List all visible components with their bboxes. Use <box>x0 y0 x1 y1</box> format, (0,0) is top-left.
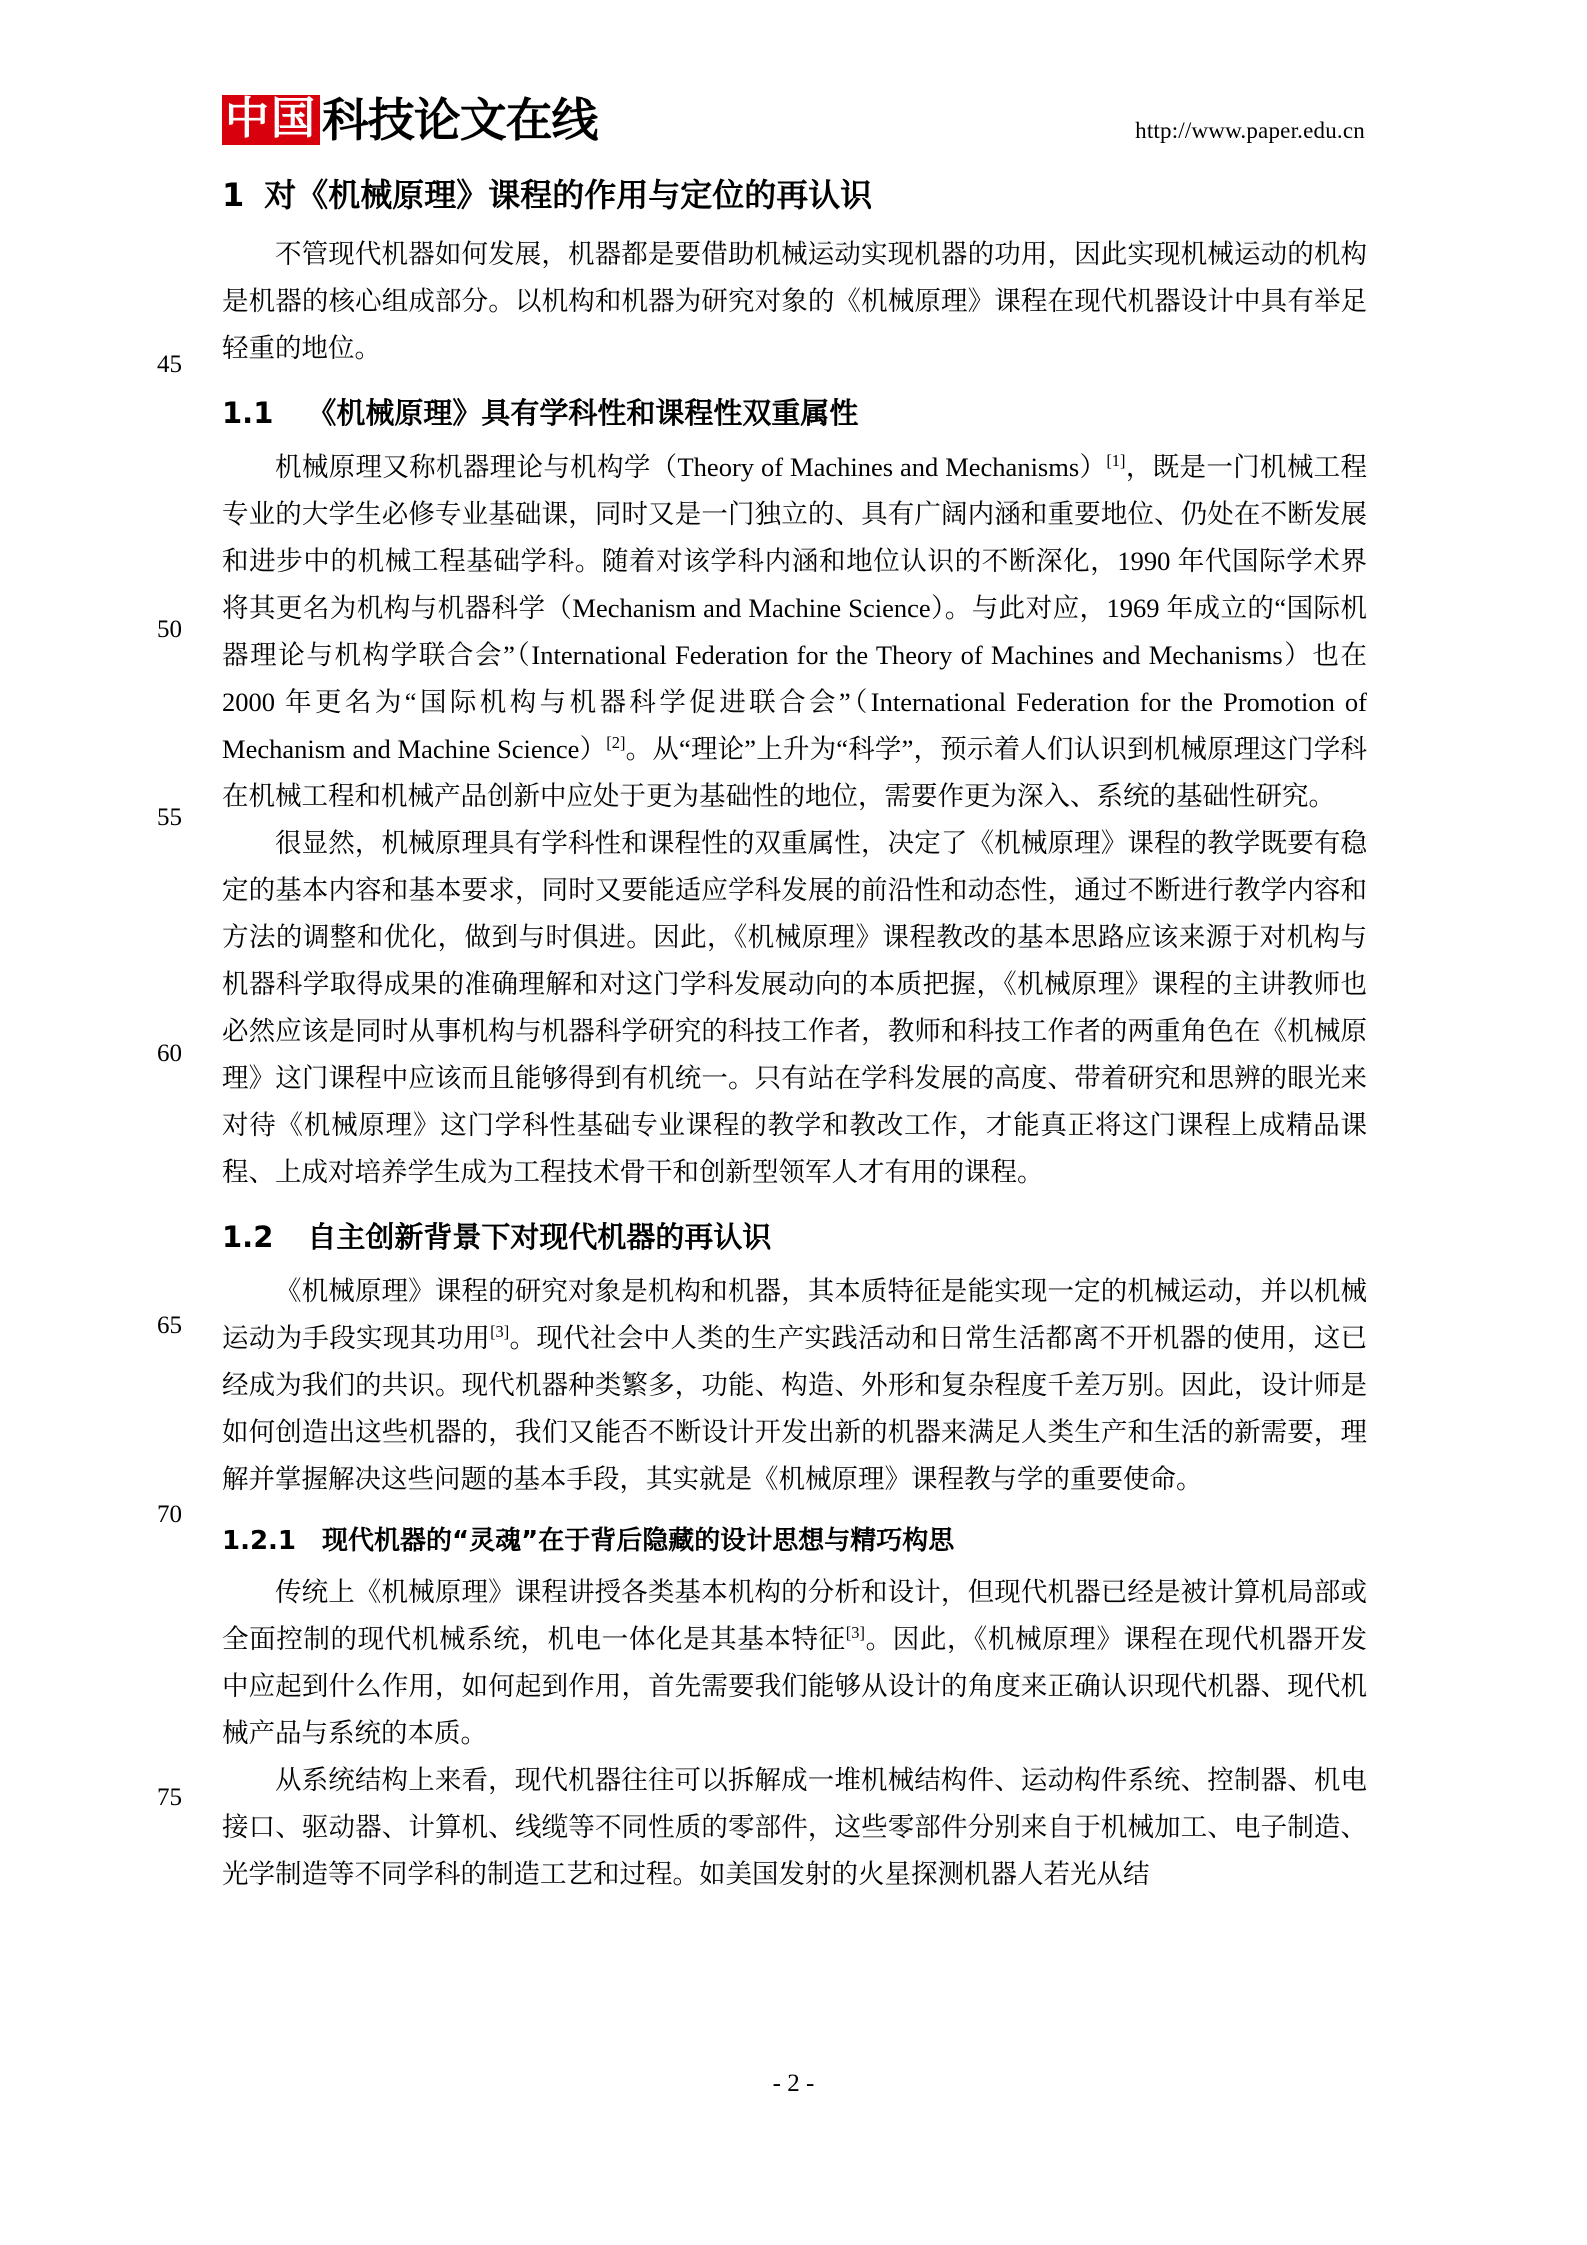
citation-ref-3b[interactable]: [3] <box>845 1623 865 1643</box>
heading-1-1-number: 1.1 <box>222 396 274 430</box>
site-logo <box>222 93 598 147</box>
paragraph-s12-p1 <box>222 1268 1367 1503</box>
line-number: 60 <box>157 1040 182 1067</box>
heading-1-2-1-title: 现代机器的“灵魂”在于背后隐藏的设计思想与精巧构思 <box>322 1526 955 1556</box>
heading-section-1 <box>222 175 1367 215</box>
line-number: 50 <box>157 616 182 643</box>
heading-1-2-1-number: 1.2.1 <box>222 1526 297 1556</box>
line-number: 70 <box>157 1501 182 1528</box>
logo-text-black: 科技论文在线 <box>322 93 598 147</box>
line-number: 65 <box>157 1312 182 1339</box>
document-body <box>222 175 1367 1898</box>
citation-ref-3[interactable]: [3] <box>490 1322 510 1342</box>
paragraph-s11-p2: 很显然，机械原理具有学科性和课程性的双重属性，决定了《机械原理》课程的教学既要有稳定的基本内容和基本要求，同时又要能适应学科发展的前沿性和动态性，通过不断进行教学内容和方法的调整和优化，做到与时俱进。因此，《机械原理》课程教改的基本思路应该来源于对机构与机器科学取得成果的准确理解和对这门学科发展动向的本质把握，《机械原理》课程的主讲教师也必然应该是同时从事机构与机器科学研究的科技工作者，教师和科技工作者的两重角色在《机械原理》这门课程中应该而且能够得到有机统一。只有站在学科发展的高度、带着研究和思辨的眼光来对待《机械原理》这门学科性基础专业课程的教学和教改工作，才能真正将这门课程上成精品课程、上成对培养学生成为工程技术骨干和创新型领军人才有用的课程。 <box>222 828 1367 1187</box>
citation-ref-2[interactable]: [2] <box>606 733 626 753</box>
heading-1-1-title: 《机械原理》具有学科性和课程性双重属性 <box>307 396 859 430</box>
heading-section-1-1 <box>222 394 1367 432</box>
heading-section-1-2-1 <box>222 1523 1367 1559</box>
paragraph-s11-p1-b: ，既是一门机械工程专业的大学生必修专业基础课，同时又是一门独立的、具有广阔内涵和重要地位、仍处在不断发展和进步中的机械工程基础学科。随着对该学科内涵和地位认识的不断深化，1990 年代国际学术界将其更名为机构与机器科学（Mechanism and Machine Science）。与此对应，1969 年成立的“国际机器理论与机构学联合会”（International Federation for the Theory of Machines and Mechanisms）也在 2000 年更名为“国际机构与机器科学促进联合会”（International Federation for the Promotion of Mechanism and Machine Science） <box>222 452 1367 764</box>
line-number: 55 <box>157 804 182 831</box>
paragraph-s1-p1: 不管现代机器如何发展，机器都是要借助机械运动实现机器的功用，因此实现机械运动的机构是机器的核心组成部分。以机构和机器为研究对象的《机械原理》课程在现代机器设计中具有举足轻重的地位。 <box>222 239 1367 363</box>
heading-1-number: 1 <box>222 176 245 214</box>
page-number: - 2 - <box>772 2070 815 2097</box>
line-number-gutter <box>0 0 222 2245</box>
paragraph-s121-p1 <box>222 1569 1367 1757</box>
paragraph-s121-p1-a: 传统上《机械原理》课程讲授各类基本机构的分析和设计，但现代机器已经是被计算机局部或全面控制的现代机械系统，机电一体化是其基本特征 <box>222 1577 1367 1654</box>
paragraph-s121-p2: 从系统结构上来看，现代机器往往可以拆解成一堆机械结构件、运动构件系统、控制器、机电接口、驱动器、计算机、线缆等不同性质的零部件，这些零部件分别来自于机械加工、电子制造、光学制造等不同学科的制造工艺和过程。如美国发射的火星探测机器人若光从结 <box>222 1765 1367 1889</box>
line-number: 75 <box>157 1784 182 1811</box>
logo-text-red: 中国 <box>222 95 320 145</box>
citation-ref-1[interactable]: [1] <box>1106 451 1126 471</box>
page-footer <box>0 2070 1587 2098</box>
paragraph-s121-p1-b: 。因此，《机械原理》课程在现代机器开发中应起到什么作用，如何起到作用，首先需要我们能够从设计的角度来正确认识现代机器、现代机械产品与系统的本质。 <box>222 1624 1368 1748</box>
heading-section-1-2 <box>222 1218 1367 1256</box>
paragraph-s12-p1-b: 。现代社会中人类的生产实践活动和日常生活都离不开机器的使用，这已经成为我们的共识。现代机器种类繁多，功能、构造、外形和复杂程度千差万别。因此，设计师是如何创造出这些机器的，我们又能否不断设计开发出新的机器来满足人类生产和生活的新需要，理解并掌握解决这些问题的基本手段，其实就是《机械原理》课程教与学的重要使命。 <box>222 1323 1368 1494</box>
heading-1-2-title: 自主创新背景下对现代机器的再认识 <box>307 1220 772 1254</box>
page-header <box>0 0 1587 160</box>
heading-1-2-number: 1.2 <box>222 1220 274 1254</box>
line-number: 45 <box>157 351 182 378</box>
paragraph-s11-p1-a: 机械原理又称机器理论与机构学（Theory of Machines and Mechanisms） <box>275 452 1107 482</box>
paragraph-s11-p1 <box>222 444 1367 820</box>
paragraph-s11-p1-c: 。从“理论”上升为“科学”，预示着人们认识到机械原理这门学科在机械工程和机械产品创新中应处于更为基础性的地位，需要作更为深入、系统的基础性研究。 <box>222 734 1367 811</box>
header-url[interactable]: http://www.paper.edu.cn <box>1135 118 1365 143</box>
paragraph-s12-p1-a: 《机械原理》课程的研究对象是机构和机器，其本质特征是能实现一定的机械运动，并以机械运动为手段实现其功用 <box>222 1276 1367 1353</box>
heading-1-title: 对《机械原理》课程的作用与定位的再认识 <box>264 176 873 214</box>
